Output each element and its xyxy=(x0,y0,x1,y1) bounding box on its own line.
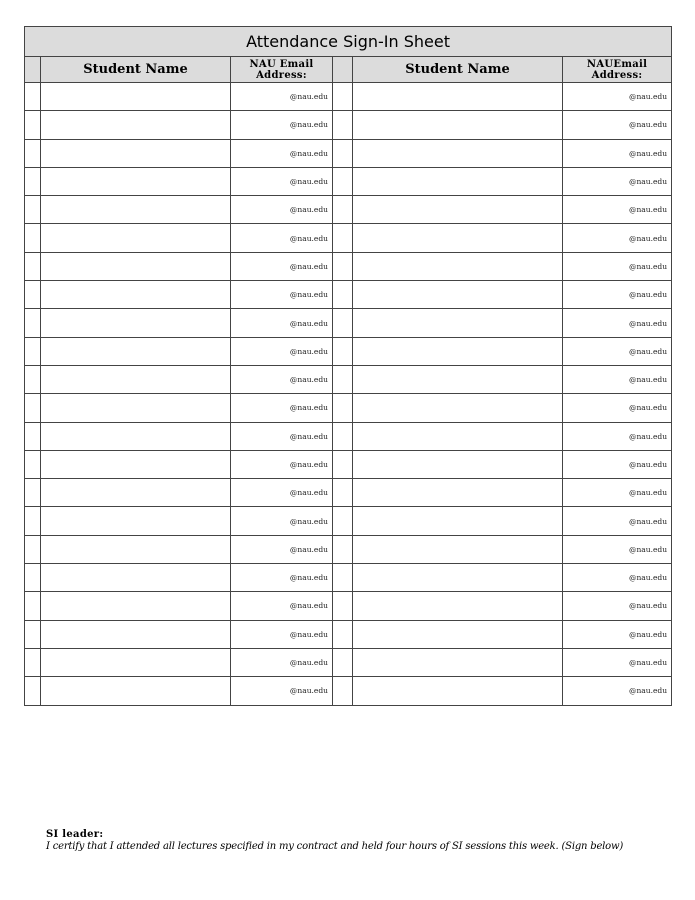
table-row xyxy=(25,111,672,139)
left-student-name-cell[interactable] xyxy=(41,196,231,224)
right-student-name-cell[interactable] xyxy=(353,620,563,648)
left-student-name-cell[interactable] xyxy=(41,479,231,507)
right-number-cell xyxy=(333,394,353,422)
right-number-cell xyxy=(333,167,353,195)
right-student-name-cell[interactable] xyxy=(353,365,563,393)
left-number-cell xyxy=(25,365,41,393)
right-email-cell[interactable]: @nau.edu xyxy=(563,535,672,563)
table-row xyxy=(25,620,672,648)
right-email-cell[interactable]: @nau.edu xyxy=(563,309,672,337)
table-row xyxy=(25,592,672,620)
left-email-cell[interactable]: @nau.edu xyxy=(231,648,333,676)
right-student-name-cell[interactable] xyxy=(353,592,563,620)
right-email-cell[interactable]: @nau.edu xyxy=(563,422,672,450)
left-number-cell xyxy=(25,564,41,592)
left-email-cell[interactable]: @nau.edu xyxy=(231,450,333,478)
right-number-cell xyxy=(333,83,353,111)
right-number-cell xyxy=(333,564,353,592)
right-number-cell xyxy=(333,365,353,393)
right-number-cell xyxy=(333,196,353,224)
table-row xyxy=(25,507,672,535)
right-number-cell xyxy=(333,620,353,648)
right-email-cell[interactable]: @nau.edu xyxy=(563,83,672,111)
left-email-cell[interactable]: @nau.edu xyxy=(231,196,333,224)
right-email-cell[interactable]: @nau.edu xyxy=(563,337,672,365)
right-student-name-cell[interactable] xyxy=(353,83,563,111)
left-email-header-line2: Address: xyxy=(256,69,307,81)
right-email-cell[interactable]: @nau.edu xyxy=(563,450,672,478)
table-row xyxy=(25,196,672,224)
left-number-cell xyxy=(25,648,41,676)
right-number-cell xyxy=(333,252,353,280)
left-number-cell xyxy=(25,196,41,224)
left-number-cell xyxy=(25,394,41,422)
si-leader-section xyxy=(46,829,623,852)
right-student-name-cell[interactable] xyxy=(353,422,563,450)
right-student-name-header: Student Name xyxy=(353,57,563,83)
left-student-name-cell[interactable] xyxy=(41,139,231,167)
table-row xyxy=(25,83,672,111)
left-email-header-line1: NAU Email xyxy=(249,58,314,70)
right-number-header xyxy=(333,57,353,83)
right-student-name-cell[interactable] xyxy=(353,337,563,365)
right-student-name-cell[interactable] xyxy=(353,450,563,478)
table-row xyxy=(25,224,672,252)
right-email-cell[interactable]: @nau.edu xyxy=(563,564,672,592)
right-number-cell xyxy=(333,337,353,365)
left-email-header xyxy=(231,57,333,83)
left-email-cell[interactable]: @nau.edu xyxy=(231,507,333,535)
right-student-name-cell[interactable] xyxy=(353,139,563,167)
right-number-cell xyxy=(333,224,353,252)
left-student-name-cell[interactable] xyxy=(41,309,231,337)
right-number-cell xyxy=(333,677,353,705)
left-student-name-cell[interactable] xyxy=(41,564,231,592)
right-email-cell[interactable]: @nau.edu xyxy=(563,167,672,195)
right-email-cell[interactable]: @nau.edu xyxy=(563,677,672,705)
right-email-cell[interactable]: @nau.edu xyxy=(563,111,672,139)
left-email-cell[interactable]: @nau.edu xyxy=(231,252,333,280)
right-email-cell[interactable]: @nau.edu xyxy=(563,479,672,507)
left-email-cell[interactable]: @nau.edu xyxy=(231,365,333,393)
left-number-cell xyxy=(25,83,41,111)
table-row xyxy=(25,535,672,563)
table-row xyxy=(25,281,672,309)
left-student-name-cell[interactable] xyxy=(41,592,231,620)
left-student-name-cell[interactable] xyxy=(41,648,231,676)
left-number-cell xyxy=(25,167,41,195)
left-number-cell xyxy=(25,450,41,478)
right-student-name-cell[interactable] xyxy=(353,479,563,507)
right-student-name-cell[interactable] xyxy=(353,167,563,195)
right-email-cell[interactable]: @nau.edu xyxy=(563,224,672,252)
left-number-cell xyxy=(25,224,41,252)
left-student-name-cell[interactable] xyxy=(41,677,231,705)
attendance-table xyxy=(24,26,672,706)
right-student-name-cell[interactable] xyxy=(353,507,563,535)
right-number-cell xyxy=(333,111,353,139)
left-student-name-header: Student Name xyxy=(41,57,231,83)
table-row xyxy=(25,139,672,167)
left-student-name-cell[interactable] xyxy=(41,620,231,648)
left-student-name-cell[interactable] xyxy=(41,365,231,393)
right-email-cell[interactable]: @nau.edu xyxy=(563,196,672,224)
left-email-cell[interactable]: @nau.edu xyxy=(231,224,333,252)
table-row xyxy=(25,337,672,365)
table-row xyxy=(25,564,672,592)
right-student-name-cell[interactable] xyxy=(353,252,563,280)
right-email-cell[interactable]: @nau.edu xyxy=(563,620,672,648)
right-student-name-cell[interactable] xyxy=(353,564,563,592)
right-student-name-cell[interactable] xyxy=(353,309,563,337)
right-number-cell xyxy=(333,450,353,478)
right-email-cell[interactable]: @nau.edu xyxy=(563,252,672,280)
right-number-cell xyxy=(333,592,353,620)
right-student-name-cell[interactable] xyxy=(353,224,563,252)
left-number-header xyxy=(25,57,41,83)
left-email-cell[interactable]: @nau.edu xyxy=(231,111,333,139)
left-email-cell[interactable]: @nau.edu xyxy=(231,83,333,111)
left-student-name-cell[interactable] xyxy=(41,167,231,195)
left-email-cell[interactable]: @nau.edu xyxy=(231,564,333,592)
left-student-name-cell[interactable] xyxy=(41,422,231,450)
left-student-name-cell[interactable] xyxy=(41,111,231,139)
right-student-name-cell[interactable] xyxy=(353,535,563,563)
left-student-name-cell[interactable] xyxy=(41,337,231,365)
header-row xyxy=(25,57,672,83)
right-student-name-cell[interactable] xyxy=(353,111,563,139)
right-student-name-cell[interactable] xyxy=(353,648,563,676)
table-row xyxy=(25,394,672,422)
left-email-cell[interactable]: @nau.edu xyxy=(231,535,333,563)
left-email-cell[interactable]: @nau.edu xyxy=(231,677,333,705)
left-email-cell[interactable]: @nau.edu xyxy=(231,592,333,620)
left-number-cell xyxy=(25,507,41,535)
left-email-cell[interactable]: @nau.edu xyxy=(231,479,333,507)
right-number-cell xyxy=(333,648,353,676)
right-email-header xyxy=(563,57,672,83)
left-email-cell[interactable]: @nau.edu xyxy=(231,139,333,167)
left-number-cell xyxy=(25,677,41,705)
left-number-cell xyxy=(25,535,41,563)
table-row xyxy=(25,450,672,478)
right-number-cell xyxy=(333,535,353,563)
right-email-cell[interactable]: @nau.edu xyxy=(563,139,672,167)
table-row xyxy=(25,479,672,507)
left-student-name-cell[interactable] xyxy=(41,450,231,478)
left-email-cell[interactable]: @nau.edu xyxy=(231,422,333,450)
right-student-name-cell[interactable] xyxy=(353,196,563,224)
left-student-name-cell[interactable] xyxy=(41,535,231,563)
left-email-cell[interactable]: @nau.edu xyxy=(231,394,333,422)
left-student-name-cell[interactable] xyxy=(41,394,231,422)
right-email-cell[interactable]: @nau.edu xyxy=(563,507,672,535)
certification-statement: I certify that I attended all lectures specified in my contract and held four hours of SI sessions this week. (Sign below) xyxy=(46,841,624,852)
left-number-cell xyxy=(25,592,41,620)
right-email-header-line1: NAUEmail xyxy=(586,58,648,70)
right-email-cell[interactable]: @nau.edu xyxy=(563,648,672,676)
right-number-cell xyxy=(333,281,353,309)
table-row xyxy=(25,365,672,393)
left-student-name-cell[interactable] xyxy=(41,281,231,309)
table-row xyxy=(25,309,672,337)
left-number-cell xyxy=(25,281,41,309)
left-email-cell[interactable]: @nau.edu xyxy=(231,309,333,337)
table-row xyxy=(25,677,672,705)
sign-in-rows xyxy=(25,83,672,706)
table-row xyxy=(25,252,672,280)
sheet-title: Attendance Sign-In Sheet xyxy=(25,27,672,57)
table-row xyxy=(25,422,672,450)
right-number-cell xyxy=(333,479,353,507)
left-email-cell[interactable]: @nau.edu xyxy=(231,167,333,195)
left-number-cell xyxy=(25,252,41,280)
left-number-cell xyxy=(25,479,41,507)
left-number-cell xyxy=(25,139,41,167)
left-number-cell xyxy=(25,422,41,450)
right-student-name-cell[interactable] xyxy=(353,677,563,705)
right-email-header-line2: Address: xyxy=(591,69,643,81)
si-leader-label: SI leader: xyxy=(46,829,104,840)
left-student-name-cell[interactable] xyxy=(41,252,231,280)
left-number-cell xyxy=(25,337,41,365)
left-email-cell[interactable]: @nau.edu xyxy=(231,337,333,365)
left-student-name-cell[interactable] xyxy=(41,224,231,252)
right-number-cell xyxy=(333,139,353,167)
left-student-name-cell[interactable] xyxy=(41,507,231,535)
table-row xyxy=(25,648,672,676)
left-number-cell xyxy=(25,620,41,648)
right-email-cell[interactable]: @nau.edu xyxy=(563,592,672,620)
right-student-name-cell[interactable] xyxy=(353,281,563,309)
table-row xyxy=(25,167,672,195)
left-student-name-cell[interactable] xyxy=(41,83,231,111)
right-email-cell[interactable]: @nau.edu xyxy=(563,365,672,393)
right-number-cell xyxy=(333,422,353,450)
right-email-cell[interactable]: @nau.edu xyxy=(563,394,672,422)
left-number-cell xyxy=(25,309,41,337)
left-number-cell xyxy=(25,111,41,139)
right-number-cell xyxy=(333,309,353,337)
right-number-cell xyxy=(333,507,353,535)
left-email-cell[interactable]: @nau.edu xyxy=(231,281,333,309)
right-email-cell[interactable]: @nau.edu xyxy=(563,281,672,309)
right-student-name-cell[interactable] xyxy=(353,394,563,422)
left-email-cell[interactable]: @nau.edu xyxy=(231,620,333,648)
